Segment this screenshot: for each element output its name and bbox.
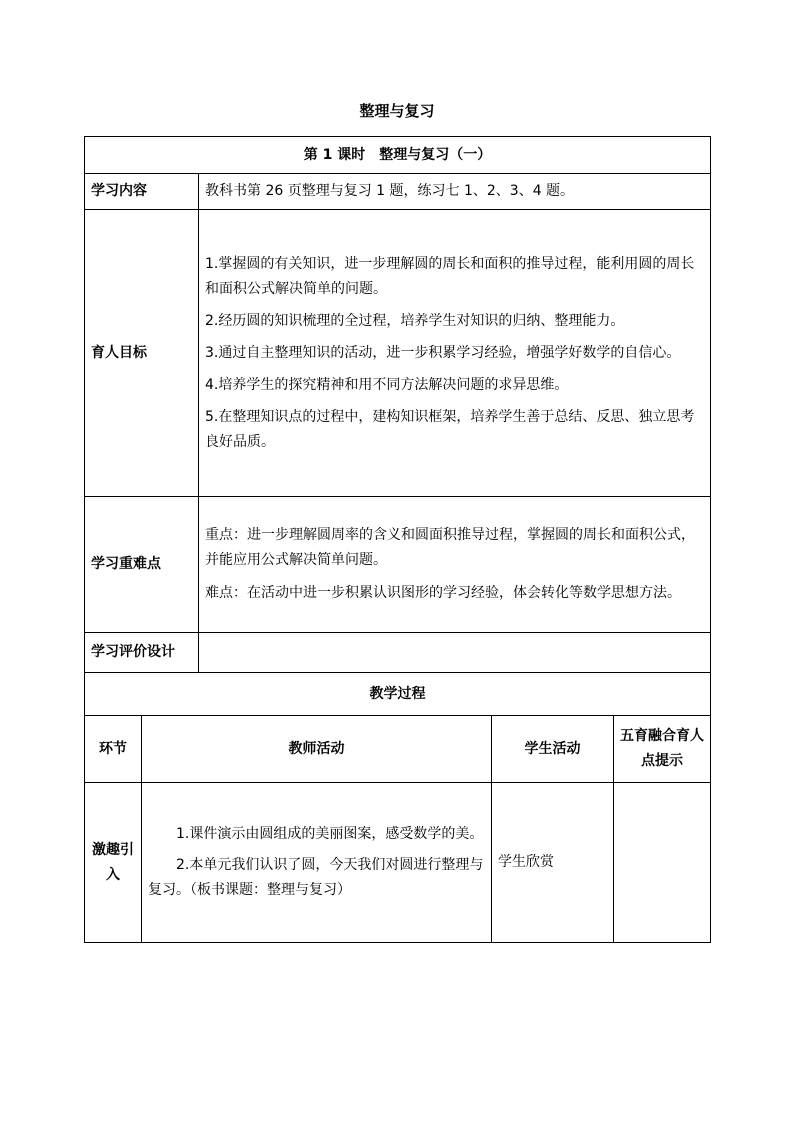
key-points-label: 学习重难点 <box>85 497 199 633</box>
header-stage: 环节 <box>85 716 142 783</box>
goal-item-3: 3.通过自主整理知识的活动，进一步积累学习经验，增强学好数学的自信心。 <box>205 344 681 361</box>
teacher-activity-2: 2.本单元我们认识了圆，今天我们对圆进行整理与复习。（板书课题：整理与复习） <box>148 857 484 898</box>
content-row <box>85 174 711 210</box>
content-value: 教科书第 26 页整理与复习 1 题，练习七 1、2、3、4 题。 <box>199 174 711 210</box>
goals-row <box>85 210 711 497</box>
process-title-row <box>85 673 711 716</box>
key-points-cell <box>199 497 711 633</box>
header-teacher-activity: 教师活动 <box>142 716 492 783</box>
evaluation-row <box>85 633 711 673</box>
header-wuyu-points: 五育融合育人点提示 <box>614 716 711 783</box>
teacher-activity-cell <box>142 783 492 943</box>
goals-cell <box>199 210 711 497</box>
document-title: 整理与复习 <box>359 102 435 120</box>
process-header-row <box>85 716 711 783</box>
header-student-activity: 学生活动 <box>492 716 614 783</box>
wuyu-cell <box>614 783 711 943</box>
student-activity-cell: 学生欣赏 <box>492 783 614 943</box>
goal-item-1: 1.掌握圆的有关知识，进一步理解圆的周长和面积的推导过程，能利用圆的周长和面积公式解决简单的问题。 <box>205 255 695 297</box>
lesson-header-row <box>85 137 711 174</box>
teacher-activity-1: 1.课件演示由圆组成的美丽图案，感受数学的美。 <box>176 826 484 842</box>
process-title: 教学过程 <box>85 673 711 716</box>
stage-cell: 激趣引入 <box>85 783 142 943</box>
goal-item-5: 5.在整理知识点的过程中，建构知识框架，培养学生善于总结、反思、独立思考良好品质。 <box>205 408 695 450</box>
key-point-difficulty: 难点：在活动中进一步积累认识图形的学习经验，体会转化等数学思想方法。 <box>205 585 681 601</box>
process-row-intro <box>85 783 711 943</box>
key-points-row <box>85 497 711 633</box>
lesson-header: 第 1 课时 整理与复习（一） <box>85 137 711 174</box>
goals-label: 育人目标 <box>85 210 199 497</box>
goal-item-2: 2.经历圆的知识梳理的全过程，培养学生对知识的归纳、整理能力。 <box>205 312 625 329</box>
evaluation-label: 学习评价设计 <box>85 633 199 673</box>
key-point-focus: 重点：进一步理解圆周率的含义和圆面积推导过程，掌握圆的周长和面积公式，并能应用公式解决简单问题。 <box>205 527 695 568</box>
goal-item-4: 4.培养学生的探究精神和用不同方法解决问题的求异思维。 <box>205 376 569 393</box>
lesson-plan-table <box>84 136 711 943</box>
evaluation-value <box>199 633 711 673</box>
content-label: 学习内容 <box>85 174 199 210</box>
